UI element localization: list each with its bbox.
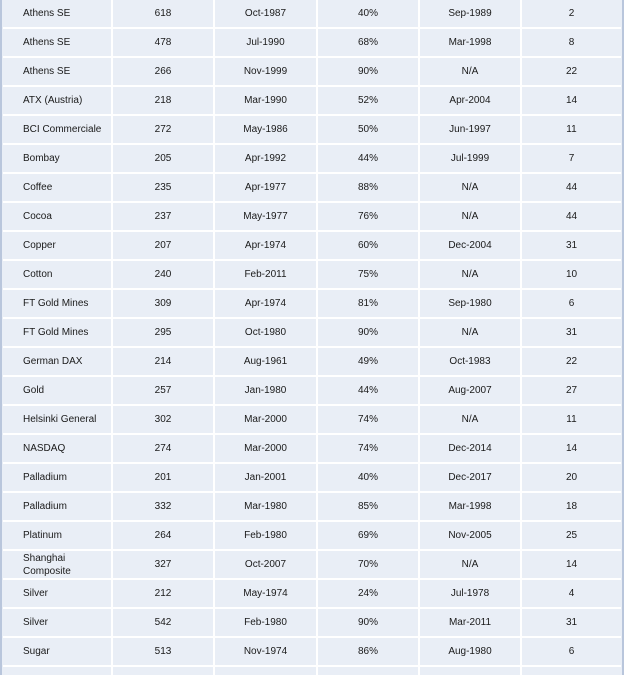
table-row <box>3 87 621 116</box>
cell-percent: 52% <box>318 87 420 116</box>
cell-market: ATX (Austria) <box>3 87 113 116</box>
cell-years: 22 <box>522 58 621 87</box>
cell-years: 14 <box>522 435 621 464</box>
cell-years: 8 <box>522 29 621 58</box>
cell-start-date: Oct-1987 <box>215 0 318 29</box>
cell-market: Silver <box>3 609 113 638</box>
cell-years: 22 <box>522 348 621 377</box>
cell-value: 214 <box>113 348 215 377</box>
cell-years: 11 <box>522 116 621 145</box>
cell-percent: 88% <box>318 174 420 203</box>
table-row <box>3 638 621 667</box>
empty-cell <box>420 667 522 677</box>
table-row <box>3 464 621 493</box>
cell-value: 302 <box>113 406 215 435</box>
cell-end-date: Dec-2017 <box>420 464 522 493</box>
cell-percent: 60% <box>318 232 420 261</box>
cell-percent: 90% <box>318 319 420 348</box>
cell-market: NASDAQ <box>3 435 113 464</box>
cell-market: Copper <box>3 232 113 261</box>
cell-percent: 49% <box>318 348 420 377</box>
cell-value: 266 <box>113 58 215 87</box>
cell-end-date: Nov-2005 <box>420 522 522 551</box>
table-row <box>3 319 621 348</box>
table-row <box>3 493 621 522</box>
table-row <box>3 0 621 29</box>
cell-value: 235 <box>113 174 215 203</box>
cell-market: Palladium <box>3 493 113 522</box>
cell-start-date: Jan-2001 <box>215 464 318 493</box>
empty-cell <box>3 667 113 677</box>
cell-end-date: N/A <box>420 58 522 87</box>
empty-cell <box>522 667 621 677</box>
cell-market: FT Gold Mines <box>3 290 113 319</box>
cell-percent: 74% <box>318 406 420 435</box>
cell-value: 332 <box>113 493 215 522</box>
cell-value: 218 <box>113 87 215 116</box>
cell-market: Athens SE <box>3 0 113 29</box>
cell-end-date: Oct-1983 <box>420 348 522 377</box>
cell-end-date: Dec-2014 <box>420 435 522 464</box>
cell-percent: 70% <box>318 551 420 580</box>
cell-start-date: Mar-2000 <box>215 406 318 435</box>
cell-value: 542 <box>113 609 215 638</box>
cell-start-date: Jan-1980 <box>215 377 318 406</box>
cell-market: Coffee <box>3 174 113 203</box>
cell-percent: 24% <box>318 580 420 609</box>
cell-end-date: Aug-1980 <box>420 638 522 667</box>
cell-start-date: Feb-1980 <box>215 609 318 638</box>
cell-years: 25 <box>522 522 621 551</box>
cell-years: 44 <box>522 174 621 203</box>
cell-percent: 68% <box>318 29 420 58</box>
cell-market: Sugar <box>3 638 113 667</box>
cell-market: Cocoa <box>3 203 113 232</box>
cell-end-date: Mar-1998 <box>420 493 522 522</box>
cell-end-date: Jul-1978 <box>420 580 522 609</box>
cell-value: 207 <box>113 232 215 261</box>
cell-years: 31 <box>522 319 621 348</box>
table-row <box>3 522 621 551</box>
cell-value: 257 <box>113 377 215 406</box>
cell-value: 327 <box>113 551 215 580</box>
cell-years: 31 <box>522 232 621 261</box>
cell-percent: 76% <box>318 203 420 232</box>
table-row <box>3 203 621 232</box>
cell-years: 20 <box>522 464 621 493</box>
cell-value: 295 <box>113 319 215 348</box>
cell-value: 272 <box>113 116 215 145</box>
cell-market: Silver <box>3 580 113 609</box>
cell-years: 27 <box>522 377 621 406</box>
cell-value: 478 <box>113 29 215 58</box>
cell-end-date: Mar-2011 <box>420 609 522 638</box>
cell-market: Platinum <box>3 522 113 551</box>
empty-cell <box>113 667 215 677</box>
cell-start-date: Mar-2000 <box>215 435 318 464</box>
cell-percent: 50% <box>318 116 420 145</box>
cell-market: Gold <box>3 377 113 406</box>
empty-cell <box>318 667 420 677</box>
cell-end-date: Mar-1998 <box>420 29 522 58</box>
cell-end-date: Jun-1997 <box>420 116 522 145</box>
cell-market: Helsinki General <box>3 406 113 435</box>
empty-cell <box>215 667 318 677</box>
cell-start-date: Feb-1980 <box>215 522 318 551</box>
table-row <box>3 29 621 58</box>
cell-start-date: May-1986 <box>215 116 318 145</box>
cell-start-date: Oct-2007 <box>215 551 318 580</box>
cell-value: 618 <box>113 0 215 29</box>
cell-end-date: N/A <box>420 406 522 435</box>
cell-years: 18 <box>522 493 621 522</box>
cell-percent: 40% <box>318 0 420 29</box>
cell-percent: 40% <box>318 464 420 493</box>
cell-value: 274 <box>113 435 215 464</box>
table-row <box>3 58 621 87</box>
cell-years: 14 <box>522 87 621 116</box>
table-row <box>3 406 621 435</box>
cell-start-date: Apr-1977 <box>215 174 318 203</box>
table-row <box>3 609 621 638</box>
cell-value: 212 <box>113 580 215 609</box>
cell-end-date: Dec-2004 <box>420 232 522 261</box>
cell-years: 4 <box>522 580 621 609</box>
table-row <box>3 435 621 464</box>
table-row <box>3 348 621 377</box>
cell-end-date: N/A <box>420 551 522 580</box>
cell-start-date: May-1977 <box>215 203 318 232</box>
cell-years: 6 <box>522 290 621 319</box>
cell-start-date: Oct-1980 <box>215 319 318 348</box>
cell-start-date: Nov-1974 <box>215 638 318 667</box>
cell-end-date: N/A <box>420 203 522 232</box>
cell-years: 6 <box>522 638 621 667</box>
table-row <box>3 290 621 319</box>
cell-start-date: Apr-1974 <box>215 290 318 319</box>
cell-percent: 86% <box>318 638 420 667</box>
table-row <box>3 174 621 203</box>
table-row <box>3 116 621 145</box>
cell-value: 264 <box>113 522 215 551</box>
cell-start-date: Jul-1990 <box>215 29 318 58</box>
cell-end-date: Jul-1999 <box>420 145 522 174</box>
table-body <box>3 0 621 677</box>
cell-end-date: Apr-2004 <box>420 87 522 116</box>
cell-value: 237 <box>113 203 215 232</box>
cell-percent: 44% <box>318 145 420 174</box>
cell-market: Bombay <box>3 145 113 174</box>
cell-end-date: N/A <box>420 261 522 290</box>
cell-start-date: Feb-2011 <box>215 261 318 290</box>
cell-start-date: May-1974 <box>215 580 318 609</box>
cell-market: Palladium <box>3 464 113 493</box>
table-row <box>3 377 621 406</box>
table-row <box>3 232 621 261</box>
cell-years: 31 <box>522 609 621 638</box>
cell-percent: 74% <box>318 435 420 464</box>
cell-years: 2 <box>522 0 621 29</box>
cell-percent: 69% <box>318 522 420 551</box>
cell-percent: 85% <box>318 493 420 522</box>
cell-end-date: N/A <box>420 174 522 203</box>
cell-value: 513 <box>113 638 215 667</box>
cell-years: 10 <box>522 261 621 290</box>
cell-market: BCI Commerciale <box>3 116 113 145</box>
cell-end-date: Sep-1980 <box>420 290 522 319</box>
cell-value: 201 <box>113 464 215 493</box>
cell-percent: 90% <box>318 58 420 87</box>
cell-value: 205 <box>113 145 215 174</box>
cell-years: 14 <box>522 551 621 580</box>
cell-percent: 75% <box>318 261 420 290</box>
cell-market: Athens SE <box>3 29 113 58</box>
cell-percent: 90% <box>318 609 420 638</box>
cell-start-date: Mar-1990 <box>215 87 318 116</box>
table-row <box>3 551 621 580</box>
cell-years: 11 <box>522 406 621 435</box>
cell-start-date: Mar-1980 <box>215 493 318 522</box>
cell-start-date: Nov-1999 <box>215 58 318 87</box>
cell-market: FT Gold Mines <box>3 319 113 348</box>
table-row <box>3 145 621 174</box>
cell-end-date: Sep-1989 <box>420 0 522 29</box>
cell-start-date: Apr-1974 <box>215 232 318 261</box>
cell-percent: 44% <box>318 377 420 406</box>
cell-value: 309 <box>113 290 215 319</box>
cell-market: Shanghai Composite <box>3 551 113 580</box>
cell-years: 7 <box>522 145 621 174</box>
table-row <box>3 261 621 290</box>
cell-years: 44 <box>522 203 621 232</box>
cell-market: Cotton <box>3 261 113 290</box>
cell-percent: 81% <box>318 290 420 319</box>
cell-end-date: N/A <box>420 319 522 348</box>
table-row-partial <box>3 667 621 677</box>
table-row <box>3 580 621 609</box>
market-bubbles-table <box>3 0 621 677</box>
cell-end-date: Aug-2007 <box>420 377 522 406</box>
cell-start-date: Apr-1992 <box>215 145 318 174</box>
cell-market: Athens SE <box>3 58 113 87</box>
cell-start-date: Aug-1961 <box>215 348 318 377</box>
cell-value: 240 <box>113 261 215 290</box>
cell-market: German DAX <box>3 348 113 377</box>
